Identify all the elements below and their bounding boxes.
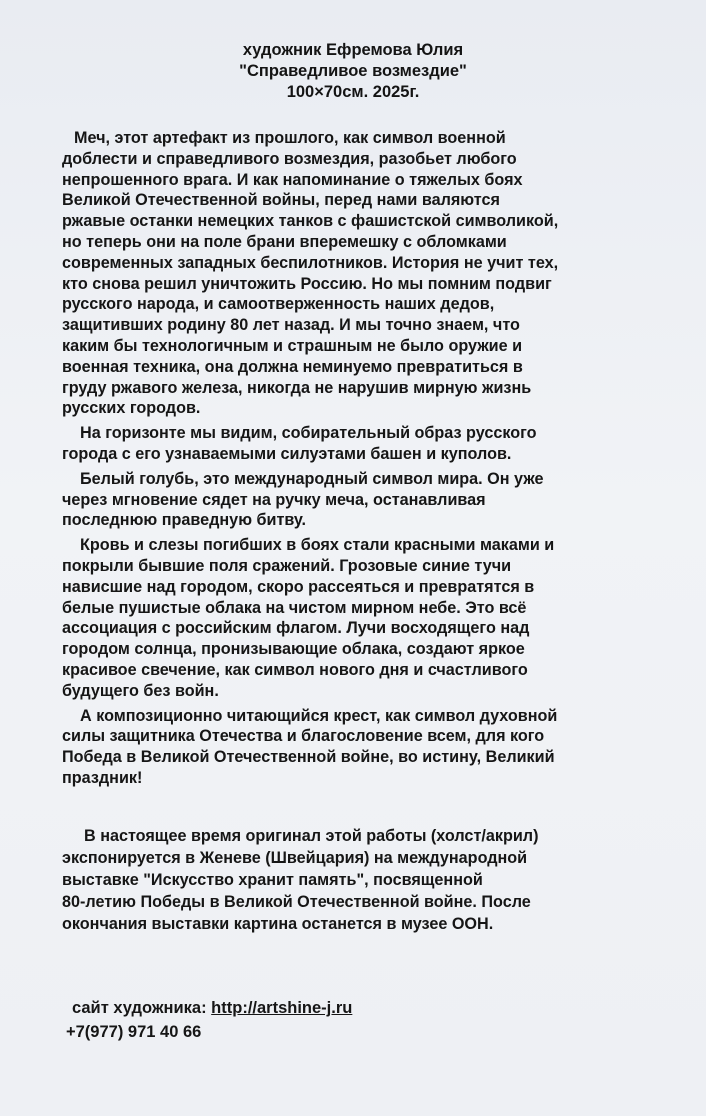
paragraph-poppies: Кровь и слезы погибших в боях стали красными маками и покрыли бывшие поля сражений. Грозовые синие тучи нависшие над городом, скоро рассеяться и превратятся в белые пушистые облака на чистом мирном небе. Это всё ассоциация с российским флагом. Лучи восходящего над городом солнца, пронизывающие облака, создают яркое красивое свечение, как символ нового дня и счастливого будущего без войн.: [62, 536, 555, 700]
site-line: [66, 996, 352, 1020]
header-block: [0, 40, 706, 103]
paragraph-sword: Меч, этот артефакт из прошлого, как символ военной доблести и справедливого возмездия, разобьет любого непрошенного врага. И как напоминание о тяжелых боях Великой Отечественной войны, перед нами валяются ржавые останки немецких танков с фашистской символикой, но теперь они на поле брани вперемешку с обломками современных западных беспилотников. История не учит тех, кто снова решил уничтожить Россию. Но мы помним подвиг русского народа, и самоотверженность наших дедов, защитивших родину 80 лет назад. И мы точно знаем, что каким бы технологичным и страшным не было оружие и военная техника, она должна неминуемо превратиться в груду ржавого железа, никогда не нарушив мирную жизнь русских городов.: [62, 129, 559, 418]
exhibition-paragraph: В настоящее время оригинал этой работы (холст/акрил) экспонируется в Женеве (Швейцария) на международной выставке "Искусство хранит память", посвященной 80-летию Победы в Великой Отечественной войне. После окончания выставки картина останется в музее ООН.: [62, 827, 539, 933]
paragraph-dove: Белый голубь, это международный символ мира. Он уже через мгновение сядет на ручку меча, останавливая последнюю праведную битву.: [62, 469, 544, 530]
description-body: [62, 128, 658, 793]
site-link[interactable]: http://artshine-j.ru: [211, 999, 353, 1017]
phone-number: +7(977) 971 40 66: [66, 1023, 202, 1041]
artwork-title: "Справедливое возмездие": [239, 62, 467, 80]
site-label: сайт художника:: [72, 999, 207, 1017]
contacts-block: [66, 996, 352, 1044]
artist-name: художник Ефремова Юлия: [242, 41, 464, 59]
paragraph-cross: А композиционно читающийся крест, как символ духовной силы защитника Отечества и благословение всем, для кого Победа в Великой Отечественной войне, во истину, Великий праздник!: [62, 706, 558, 787]
artwork-details: 100×70см. 2025г.: [286, 83, 420, 101]
paragraph-horizon: На горизонте мы видим, собирательный образ русского города с его узнаваемыми силуэтами башен и куполов.: [62, 424, 537, 463]
